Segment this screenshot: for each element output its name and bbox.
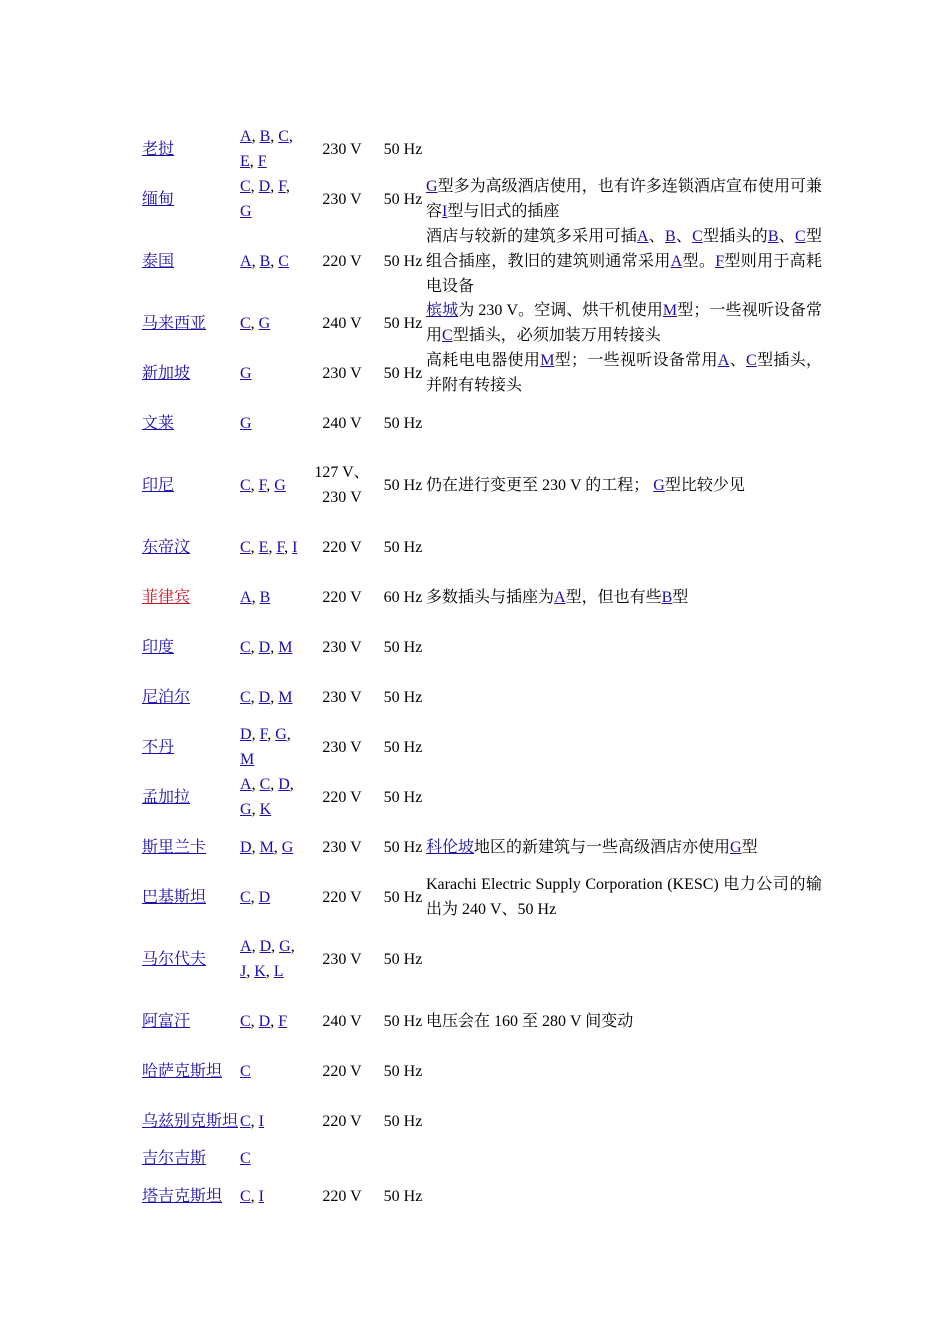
table-row <box>142 448 822 522</box>
voltage-cell: 230 V <box>322 738 362 756</box>
note-cell <box>426 348 822 398</box>
voltage-cell: 230 V <box>322 638 362 656</box>
note-cell <box>426 872 822 922</box>
country-link[interactable]: 阿富汗 <box>142 1012 191 1030</box>
table-row <box>142 174 822 224</box>
note-text: 型；一些视听设备常用 <box>554 352 718 369</box>
plug-types-cell <box>240 1059 304 1084</box>
voltage-cell: 220 V <box>322 1112 362 1130</box>
frequency-cell: 50 Hz <box>383 414 423 432</box>
table-row <box>142 398 822 448</box>
note-link[interactable]: B <box>664 227 676 245</box>
note-link[interactable]: G <box>730 838 742 856</box>
plug-type-link[interactable]: F <box>259 726 268 743</box>
note-text: 、 <box>648 227 665 245</box>
plug-types-cell: C, D, M <box>240 688 293 706</box>
table-row <box>142 922 822 996</box>
table-row <box>142 996 822 1046</box>
table-row <box>142 1096 822 1146</box>
plug-types-cell: D, F, G, M <box>240 726 291 768</box>
plug-type-link[interactable]: C <box>240 1187 251 1205</box>
plug-type-link[interactable]: C <box>240 538 251 556</box>
plug-types-cell: C, G <box>240 314 271 332</box>
voltage-cell: 240 V <box>322 414 362 432</box>
plug-voltage-table <box>142 124 822 1221</box>
plug-type-link[interactable]: D <box>259 938 272 955</box>
plug-type-link[interactable]: D <box>240 838 252 856</box>
plug-types-cell: A, B <box>240 588 271 606</box>
note-link[interactable]: B <box>767 227 779 245</box>
plug-type-link[interactable]: F <box>278 178 286 195</box>
voltage-cell: 220 V <box>322 538 362 556</box>
plug-type-link[interactable]: L <box>273 963 284 980</box>
plug-types-cell <box>240 1146 304 1171</box>
table-row <box>142 1146 822 1171</box>
note-cell <box>426 473 822 498</box>
frequency-cell: 50 Hz <box>383 838 423 856</box>
frequency-cell: 50 Hz <box>383 1187 423 1205</box>
country-link[interactable]: 印度 <box>142 638 175 656</box>
plug-type-link[interactable]: E <box>240 153 250 170</box>
note-cell <box>426 298 822 348</box>
plug-type-link[interactable]: B <box>259 588 271 606</box>
plug-type-link[interactable]: G <box>258 314 271 332</box>
note-link[interactable]: C <box>795 227 806 245</box>
table-row <box>142 298 822 348</box>
note-text: 型与旧式的插座 <box>447 203 560 220</box>
frequency-cell: 50 Hz <box>383 364 423 382</box>
plug-types-cell: C, I <box>240 1112 264 1130</box>
plug-type-link[interactable]: C <box>240 888 251 906</box>
table-row <box>142 822 822 872</box>
voltage-cell: 240 V <box>322 314 362 332</box>
country-link[interactable]: 老挝 <box>142 140 175 158</box>
plug-type-link[interactable]: D <box>258 178 271 195</box>
voltage-cell: 230 V <box>322 950 362 968</box>
country-link[interactable]: 东帝汶 <box>142 538 191 556</box>
note-text: 电压会在 160 至 280 V 间变动 <box>426 1012 634 1030</box>
plug-type-link[interactable]: G <box>240 414 252 432</box>
country-link[interactable]: 哈萨克斯坦 <box>142 1062 223 1080</box>
table-row <box>142 348 822 398</box>
frequency-cell: 50 Hz <box>383 688 423 706</box>
country-link[interactable]: 巴基斯坦 <box>142 888 207 906</box>
plug-type-link[interactable]: C <box>240 1012 251 1030</box>
note-link[interactable]: F <box>715 252 725 270</box>
note-text: 型 <box>741 838 758 856</box>
frequency-cell: 60 Hz <box>383 588 423 606</box>
note-text: 型 <box>672 588 689 606</box>
note-link[interactable]: G <box>653 476 665 494</box>
note-link[interactable]: 槟城 <box>426 302 459 319</box>
plug-type-link[interactable]: G <box>279 938 291 955</box>
plug-type-link[interactable]: C <box>240 1062 251 1080</box>
plug-type-link[interactable]: E <box>258 538 269 556</box>
note-link[interactable]: A <box>717 352 730 369</box>
table-row <box>142 124 822 174</box>
note-cell <box>426 585 822 610</box>
note-text: Karachi Electric Supply Corporation (KESC) 电力公司的输出为 240 V、50 Hz <box>426 876 822 918</box>
voltage-cell: 220 V <box>322 1187 362 1205</box>
note-text: 型插头，并附有转接头 <box>426 352 822 394</box>
note-text: 酒店与较新的建筑多采用可插 <box>426 227 637 245</box>
plug-type-link[interactable]: C <box>240 1150 251 1167</box>
frequency-cell: 50 Hz <box>383 788 423 806</box>
note-text: 地区的新建筑与一些高级酒店亦使用 <box>474 838 731 856</box>
table-row <box>142 672 822 722</box>
country-link[interactable]: 马来西亚 <box>142 314 207 332</box>
frequency-cell: 50 Hz <box>383 252 423 270</box>
plug-type-link[interactable]: A <box>240 938 252 955</box>
note-text: 、 <box>729 352 747 369</box>
plug-type-link[interactable]: G <box>275 726 287 743</box>
plug-type-link[interactable]: I <box>258 1112 264 1130</box>
plug-types-cell <box>240 411 304 436</box>
note-text: 高耗电电器使用 <box>426 352 541 369</box>
frequency-cell: 50 Hz <box>383 638 423 656</box>
country-link[interactable]: 吉尔吉斯 <box>142 1150 207 1167</box>
plug-type-link[interactable]: A <box>240 128 252 145</box>
plug-type-link[interactable]: C <box>259 776 271 793</box>
plug-type-link[interactable]: C <box>240 638 251 656</box>
plug-type-link[interactable]: D <box>278 776 290 793</box>
plug-types-cell: C, F, G <box>240 476 286 494</box>
note-cell <box>426 174 822 224</box>
voltage-cell: 220 V <box>322 888 362 906</box>
country-link[interactable]: 文莱 <box>142 414 175 432</box>
plug-type-link[interactable]: C <box>278 252 289 270</box>
note-cell <box>426 224 822 299</box>
note-text: 型，但也有些 <box>565 588 662 606</box>
country-link[interactable]: 菲律宾 <box>142 588 191 606</box>
table-row <box>142 772 822 822</box>
voltage-cell: 230 V <box>322 688 362 706</box>
note-text: 型；一些视听设备常用 <box>426 302 822 344</box>
table-row <box>142 1171 822 1221</box>
frequency-cell: 50 Hz <box>383 1012 423 1030</box>
plug-type-link[interactable]: F <box>258 476 267 494</box>
plug-type-link[interactable]: A <box>240 776 252 793</box>
plug-type-link[interactable]: C <box>240 1112 251 1130</box>
note-text: 多数插头与插座为 <box>426 588 555 606</box>
table-row <box>142 622 822 672</box>
plug-types-cell: C, D <box>240 888 271 906</box>
plug-types-cell: A, D, G, J, K, L <box>240 938 295 980</box>
frequency-cell: 50 Hz <box>383 140 423 158</box>
note-text: 为 230 V。空调、烘干机使用 <box>458 302 663 319</box>
frequency-cell: 50 Hz <box>383 950 423 968</box>
country-link[interactable]: 印尼 <box>142 476 175 494</box>
note-link[interactable]: M <box>540 352 555 369</box>
plug-type-link[interactable]: M <box>278 688 293 706</box>
note-text: 型则用于高耗电设备 <box>426 252 822 295</box>
note-text: 型。 <box>682 252 716 270</box>
plug-type-link[interactable]: M <box>259 838 274 856</box>
plug-type-link[interactable]: F <box>257 153 267 170</box>
country-link[interactable]: 泰国 <box>142 252 175 270</box>
plug-type-link[interactable]: A <box>240 588 252 606</box>
plug-type-link[interactable]: C <box>240 178 251 195</box>
note-link[interactable]: A <box>636 227 649 245</box>
frequency-cell: 50 Hz <box>383 190 423 208</box>
voltage-cell: 230 V <box>322 838 362 856</box>
frequency-cell: 50 Hz <box>383 888 423 906</box>
note-link[interactable]: B <box>661 588 673 606</box>
note-text: 、 <box>675 227 693 245</box>
country-link[interactable]: 斯里兰卡 <box>142 838 207 856</box>
plug-type-link[interactable]: C <box>240 314 251 332</box>
note-link[interactable]: A <box>554 588 566 606</box>
country-link[interactable]: 不丹 <box>142 738 175 756</box>
plug-type-link[interactable]: D <box>240 726 252 743</box>
note-link[interactable]: M <box>662 302 678 319</box>
plug-types-cell: D, M, G <box>240 838 294 856</box>
plug-type-link[interactable]: B <box>259 128 271 145</box>
note-text: 型多为高级酒店使用，也有许多连锁酒店宣布使用可兼容 <box>426 178 822 220</box>
frequency-cell: 50 Hz <box>383 1062 423 1080</box>
table-row <box>142 224 822 298</box>
country-link[interactable]: 缅甸 <box>142 190 175 208</box>
note-text: 型比较少见 <box>664 476 745 494</box>
plug-type-link[interactable]: I <box>258 1187 264 1205</box>
country-link[interactable]: 尼泊尔 <box>142 688 191 706</box>
plug-type-link[interactable]: C <box>278 128 289 145</box>
note-text: 型插头的 <box>702 227 768 245</box>
frequency-cell: 50 Hz <box>383 738 423 756</box>
plug-type-link[interactable]: B <box>259 252 271 270</box>
plug-type-link[interactable]: D <box>258 688 271 706</box>
plug-type-link[interactable]: M <box>278 638 293 656</box>
voltage-cell: 230 V <box>322 140 362 158</box>
plug-types-cell: C, I <box>240 1187 264 1205</box>
plug-type-link[interactable]: F <box>278 1012 288 1030</box>
voltage-cell: 220 V <box>322 788 362 806</box>
frequency-cell: 50 Hz <box>383 476 423 494</box>
note-link[interactable]: C <box>692 227 703 245</box>
country-link[interactable]: 孟加拉 <box>142 788 191 806</box>
plug-type-link[interactable]: A <box>240 252 252 270</box>
plug-type-link[interactable]: D <box>258 1012 271 1030</box>
plug-type-link[interactable]: K <box>254 963 266 980</box>
frequency-cell: 50 Hz <box>383 1112 423 1130</box>
plug-type-link[interactable]: G <box>281 838 294 856</box>
plug-type-link[interactable]: M <box>240 751 255 768</box>
plug-types-cell: A, B, C <box>240 252 289 270</box>
note-link[interactable]: C <box>746 352 757 369</box>
country-link[interactable]: 乌兹别克斯坦 <box>142 1112 239 1130</box>
country-link[interactable]: 新加坡 <box>142 364 191 382</box>
plug-types-cell: C, D, M <box>240 638 293 656</box>
plug-type-link[interactable]: J <box>240 963 247 980</box>
voltage-cell: 220 V <box>322 252 362 270</box>
plug-type-link[interactable]: K <box>259 801 272 818</box>
note-text: 、 <box>778 227 796 245</box>
note-cell <box>426 1009 822 1034</box>
plug-types-cell: A, C, D, G, K <box>240 776 294 818</box>
note-text: 型组合插座，教旧的建筑则通常采用 <box>426 227 822 270</box>
plug-type-link[interactable]: C <box>240 476 251 494</box>
voltage-cell: 240 V <box>322 1012 362 1030</box>
plug-types-cell <box>240 361 304 386</box>
voltage-cell: 127 V、230 V <box>314 464 370 506</box>
plug-type-link[interactable]: G <box>274 476 286 494</box>
table-row <box>142 572 822 622</box>
note-link[interactable]: G <box>426 178 438 195</box>
note-text: 仍在进行变更至 230 V 的工程； <box>426 476 654 494</box>
plug-types-cell: C, D, F <box>240 1012 288 1030</box>
frequency-cell: 50 Hz <box>383 538 423 556</box>
table-row <box>142 722 822 772</box>
plug-type-link[interactable]: F <box>276 538 285 556</box>
voltage-cell: 230 V <box>322 364 362 382</box>
plug-type-link[interactable]: G <box>240 203 252 220</box>
table-row <box>142 872 822 922</box>
frequency-cell: 50 Hz <box>383 314 423 332</box>
note-link[interactable]: 科伦坡 <box>426 838 475 856</box>
note-text: 型插头，必须加装万用转接头 <box>452 327 661 344</box>
plug-type-link[interactable]: C <box>240 688 251 706</box>
country-link[interactable]: 塔吉克斯坦 <box>142 1187 223 1205</box>
plug-types-cell: C, D, F, G <box>240 178 290 220</box>
voltage-cell: 230 V <box>322 190 362 208</box>
country-link[interactable]: 马尔代夫 <box>142 950 207 968</box>
plug-type-link[interactable]: I <box>292 538 298 556</box>
plug-type-link[interactable]: D <box>258 888 271 906</box>
note-link[interactable]: A <box>670 252 683 270</box>
note-cell <box>426 835 822 860</box>
plug-types-cell: C, E, F, I <box>240 538 298 556</box>
plug-type-link[interactable]: G <box>240 801 252 818</box>
table-row <box>142 522 822 572</box>
voltage-cell: 220 V <box>322 1062 362 1080</box>
voltage-cell: 220 V <box>322 588 362 606</box>
table-row <box>142 1046 822 1096</box>
note-link[interactable]: I <box>442 203 448 220</box>
plug-type-link[interactable]: D <box>258 638 271 656</box>
plug-type-link[interactable]: G <box>240 364 252 382</box>
note-link[interactable]: C <box>442 327 453 344</box>
plug-types-cell: A, B, C, E, F <box>240 128 293 170</box>
